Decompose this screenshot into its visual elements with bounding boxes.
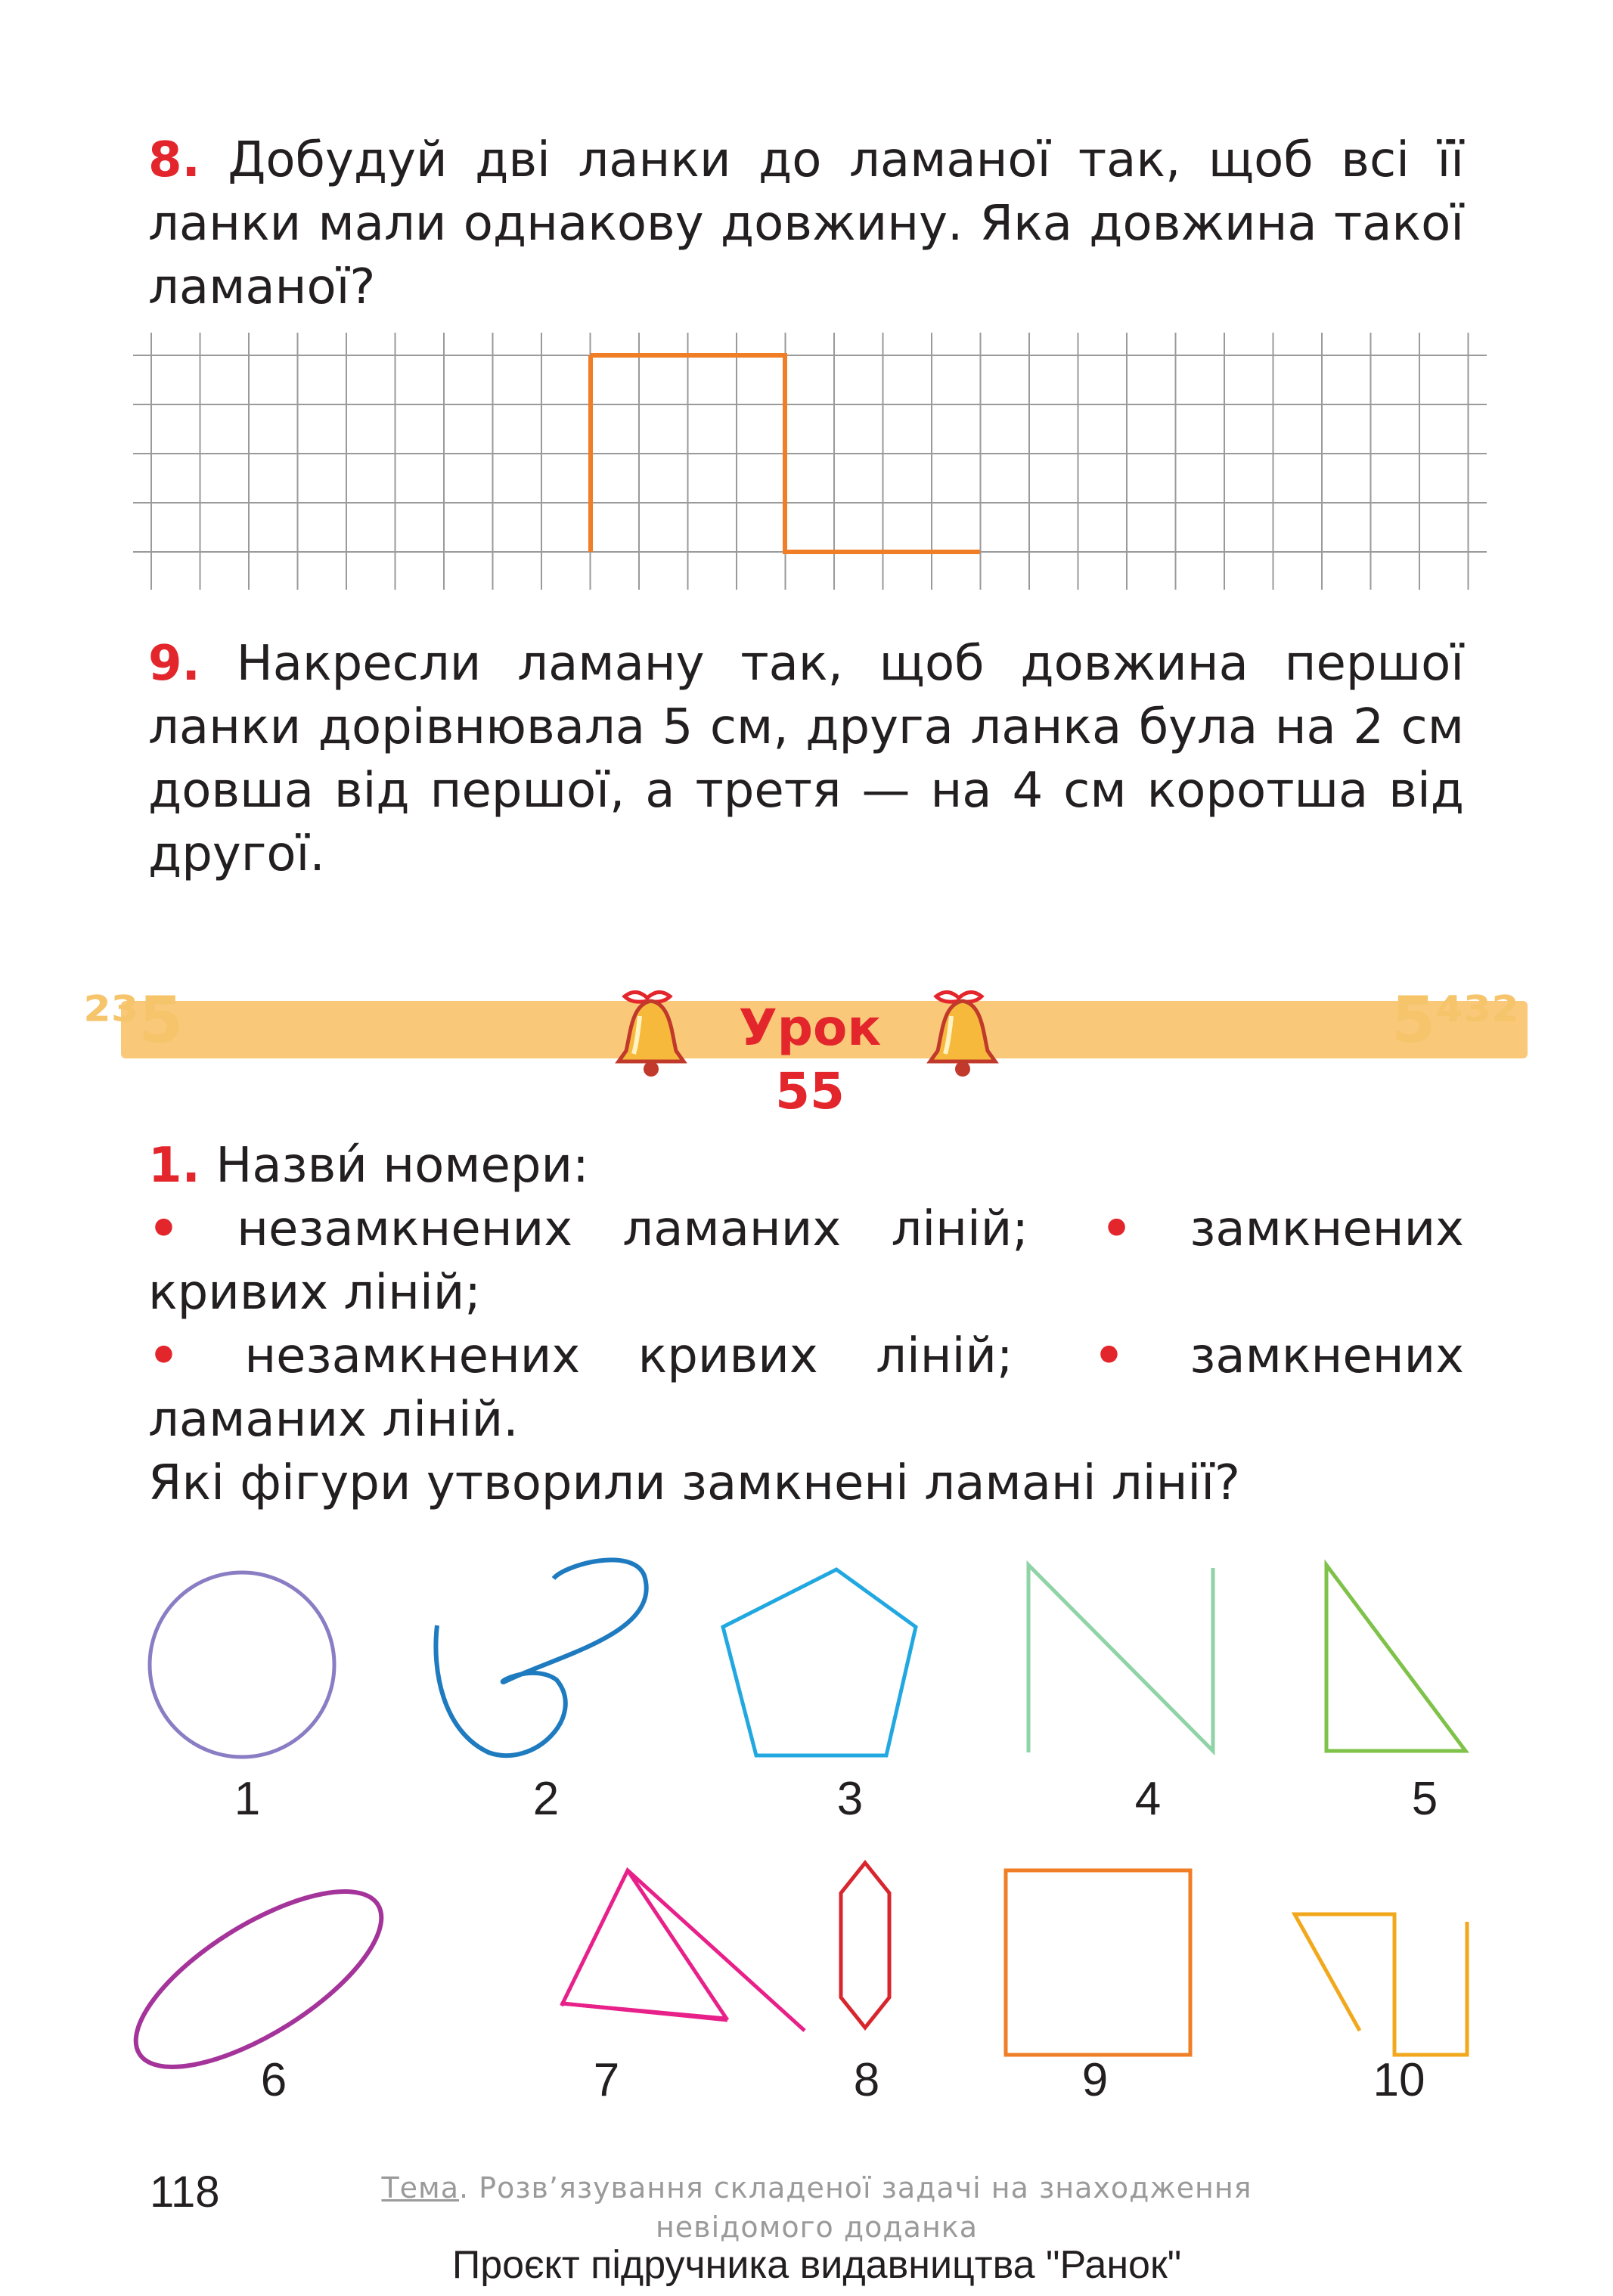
shape-3-pentagon	[723, 1569, 916, 1755]
shapes-figure	[133, 1550, 1494, 2124]
banner-deco-left: ²³5	[83, 983, 184, 1057]
shape-label-4: 4	[1134, 1773, 1162, 1825]
shape-label-7: 7	[593, 2054, 620, 2106]
topic-label: Тема	[381, 2171, 459, 2205]
task-intro-line	[148, 1134, 1464, 1198]
shape-label-8: 8	[853, 2054, 880, 2106]
task-8	[148, 129, 1464, 319]
banner-deco-right: 5⁴³²	[1391, 983, 1519, 1057]
task-number: 1.	[148, 1138, 200, 1194]
bullet-icon: •	[148, 1328, 179, 1384]
task-question: Які фігури утворили замкнені ламані лінії?	[148, 1455, 1240, 1511]
shape-8-hexagon	[841, 1863, 889, 2028]
topic-caption	[363, 2168, 1270, 2247]
shape-10-open-polyline	[1295, 1914, 1467, 2055]
bullet-icon: •	[1093, 1328, 1124, 1384]
bullet-icon: •	[1101, 1201, 1133, 1257]
task-number: 9.	[148, 636, 200, 692]
task-number: 8.	[148, 132, 200, 188]
bullet-icon: •	[148, 1201, 179, 1257]
page-number: 118	[150, 2167, 220, 2217]
task-1	[148, 1134, 1464, 1515]
shape-label-10: 10	[1373, 2054, 1425, 2106]
task-text: Добудуй дві ланки до ламаної так, щоб всі її ланки мали однакову довжину. Яка довжина такої ламаної?	[148, 132, 1464, 315]
shape-label-5: 5	[1411, 1773, 1438, 1825]
topic-text: . Розв’язування складеної задачі на знаходження невідомого доданка	[459, 2171, 1252, 2244]
bell-icon	[610, 986, 693, 1081]
project-footer: Проєкт підручника видавництва "Ранок"	[451, 2243, 1182, 2287]
shape-2-curve	[436, 1560, 646, 1755]
bullet-text-2: замкнених кривих ліній;	[148, 1201, 1465, 1321]
grid-paper	[133, 333, 1487, 590]
lesson-title: Урок 55	[738, 999, 882, 1120]
bullet-text-4: замкнених ламаних ліній.	[148, 1328, 1465, 1448]
shape-label-1: 1	[234, 1773, 261, 1825]
bullet-line-2	[148, 1325, 1464, 1452]
shape-4-open-polyline	[1028, 1565, 1213, 1752]
bullet-line-1	[148, 1198, 1464, 1325]
task-intro: Назви́ номери:	[216, 1138, 589, 1194]
shape-label-6: 6	[260, 2054, 287, 2106]
shape-label-3: 3	[836, 1773, 864, 1825]
shape-9-square	[1006, 1870, 1190, 2055]
shape-label-2: 2	[532, 1773, 560, 1825]
grid-svg	[133, 333, 1487, 590]
shape-1-circle	[150, 1572, 334, 1757]
shape-label-9: 9	[1081, 2054, 1109, 2106]
shape-5-triangle	[1326, 1565, 1466, 1751]
task-9	[148, 632, 1464, 886]
bell-icon	[921, 986, 1004, 1081]
bullet-text-3: незамкнених кривих ліній;	[244, 1328, 1013, 1384]
shapes-svg	[133, 1550, 1494, 2124]
bullet-text-1: незамкнених ламаних ліній;	[237, 1201, 1028, 1257]
task-text: Накресли ламану так, щоб довжина першої ланки дорівнювала 5 см, друга ланка була на 2 см довша від першої, а третя — на 4 см коротша від другої.	[148, 636, 1465, 882]
shape-7-path	[563, 1870, 805, 2031]
